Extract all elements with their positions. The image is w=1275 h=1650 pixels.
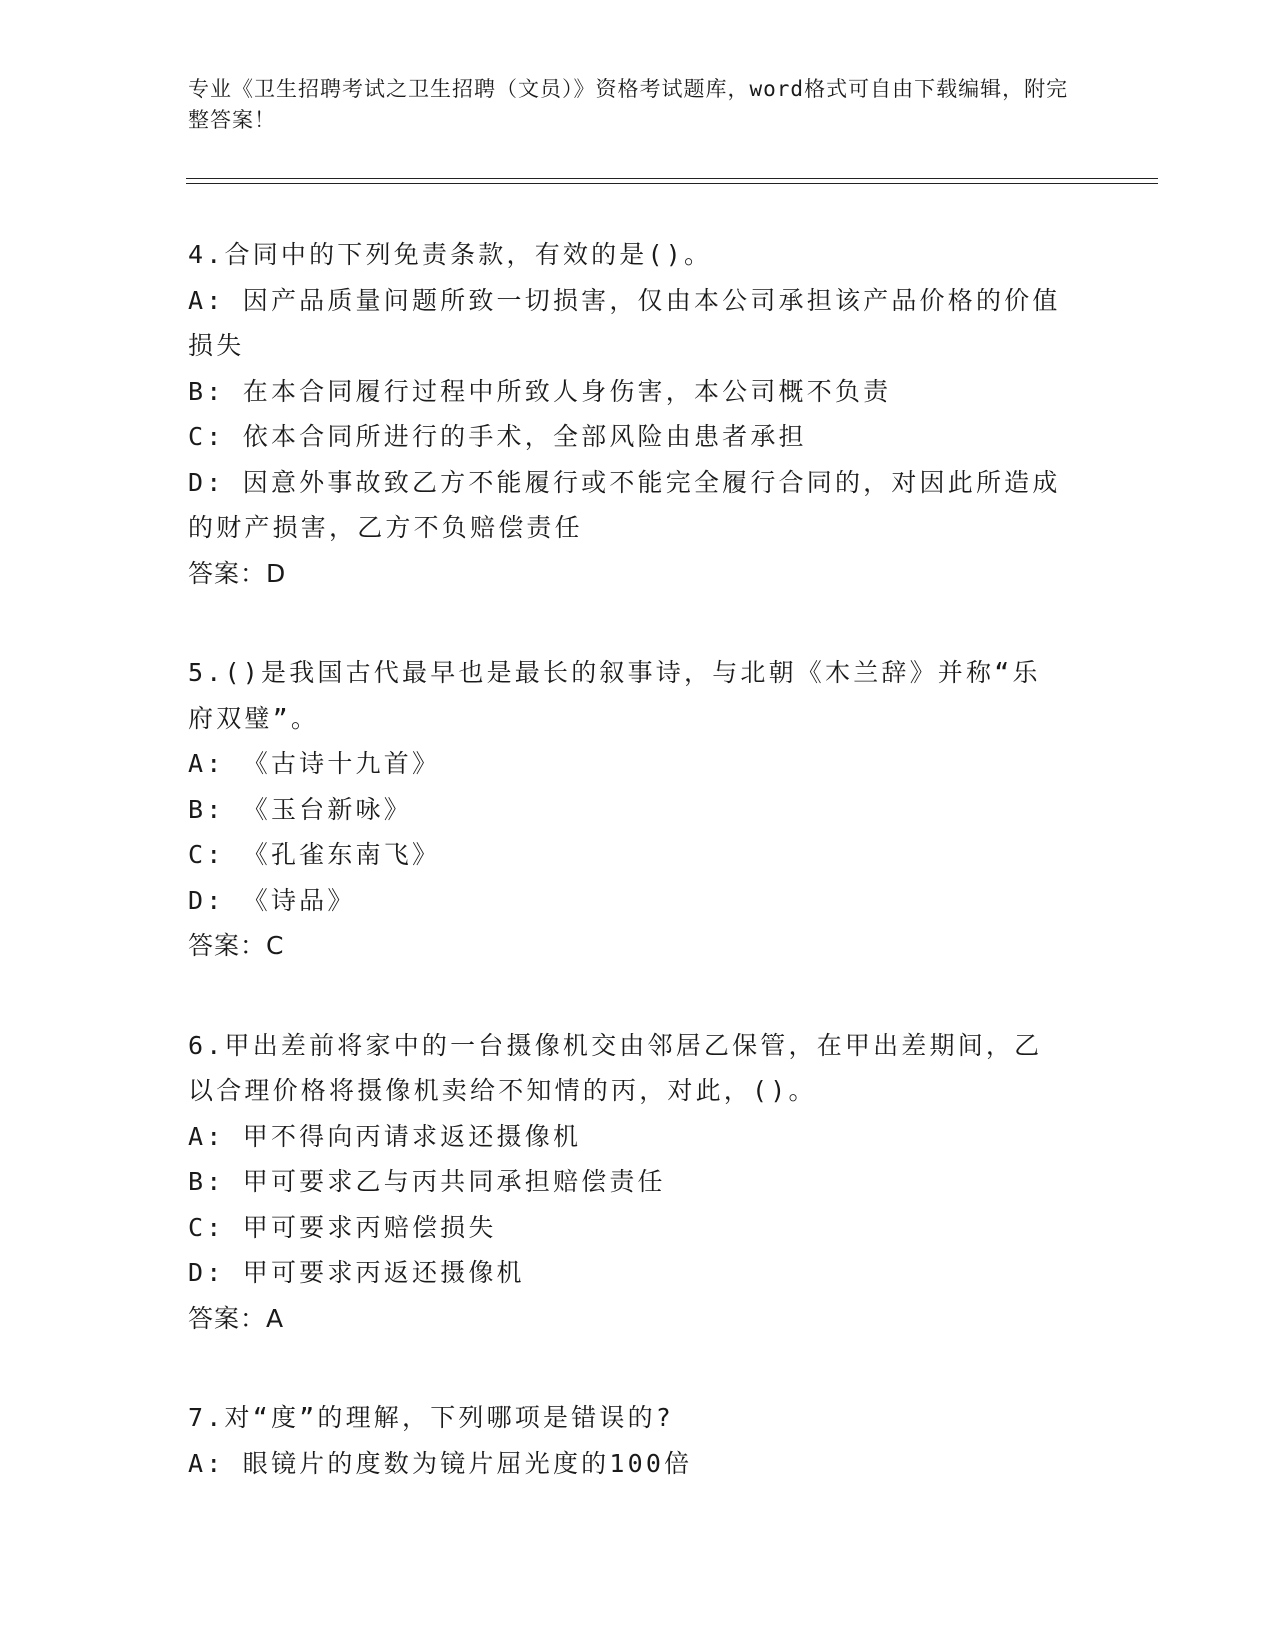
option-d: D: 《诗品》 bbox=[188, 885, 356, 915]
option-c: C: 甲可要求丙赔偿损失 bbox=[188, 1212, 497, 1242]
option-c: C: 《孔雀东南飞》 bbox=[188, 840, 441, 869]
question-stem: 6.甲出差前将家中的一台摄像机交由邻居乙保管，在甲出差期间，乙以合理价格将摄像机卖给不知情的丙，对此，()。 bbox=[188, 1030, 1043, 1105]
header-divider-bottom bbox=[186, 183, 1158, 184]
document-header bbox=[188, 74, 1088, 136]
option-c: C: 依本合同所进行的手术，全部风险由患者承担 bbox=[188, 422, 807, 451]
question-4 bbox=[188, 232, 1068, 596]
option-a: A: 眼镜片的度数为镜片屈光度的100倍 bbox=[188, 1448, 693, 1478]
header-text: 专业《卫生招聘考试之卫生招聘（文员）》资格考试题库，word格式可自由下载编辑，附完整答案！ bbox=[188, 77, 1069, 132]
option-b: B: 甲可要求乙与丙共同承担赔偿责任 bbox=[188, 1167, 666, 1196]
option-d: D: 因意外事故致乙方不能履行或不能完全履行合同的，对因此所造成的财产损害，乙方不负赔偿责任 bbox=[188, 467, 1061, 542]
question-6 bbox=[188, 1023, 1068, 1342]
option-a: A: 甲不得向丙请求返还摄像机 bbox=[188, 1121, 582, 1151]
question-list bbox=[188, 232, 1068, 1540]
question-stem: 7.对“度”的理解，下列哪项是错误的? bbox=[188, 1403, 675, 1432]
question-5 bbox=[188, 650, 1068, 969]
option-d: D: 甲可要求丙返还摄像机 bbox=[188, 1258, 525, 1287]
question-stem: 5.()是我国古代最早也是最长的叙事诗，与北朝《木兰辞》并称“乐府双璧”。 bbox=[188, 658, 1041, 733]
option-a: A: 因产品质量问题所致一切损害，仅由本公司承担该产品价格的价值损失 bbox=[188, 285, 1061, 360]
answer-line: 答案：A bbox=[188, 1303, 285, 1333]
header-divider-top bbox=[186, 178, 1158, 179]
answer-line: 答案：D bbox=[188, 558, 287, 588]
question-7 bbox=[188, 1395, 1068, 1486]
option-b: B: 在本合同履行过程中所致人身伤害，本公司概不负责 bbox=[188, 376, 892, 406]
answer-line: 答案：C bbox=[188, 931, 285, 960]
question-stem: 4.合同中的下列免责条款，有效的是()。 bbox=[188, 240, 713, 269]
option-b: B: 《玉台新咏》 bbox=[188, 794, 412, 824]
option-a: A: 《古诗十九首》 bbox=[188, 749, 441, 778]
